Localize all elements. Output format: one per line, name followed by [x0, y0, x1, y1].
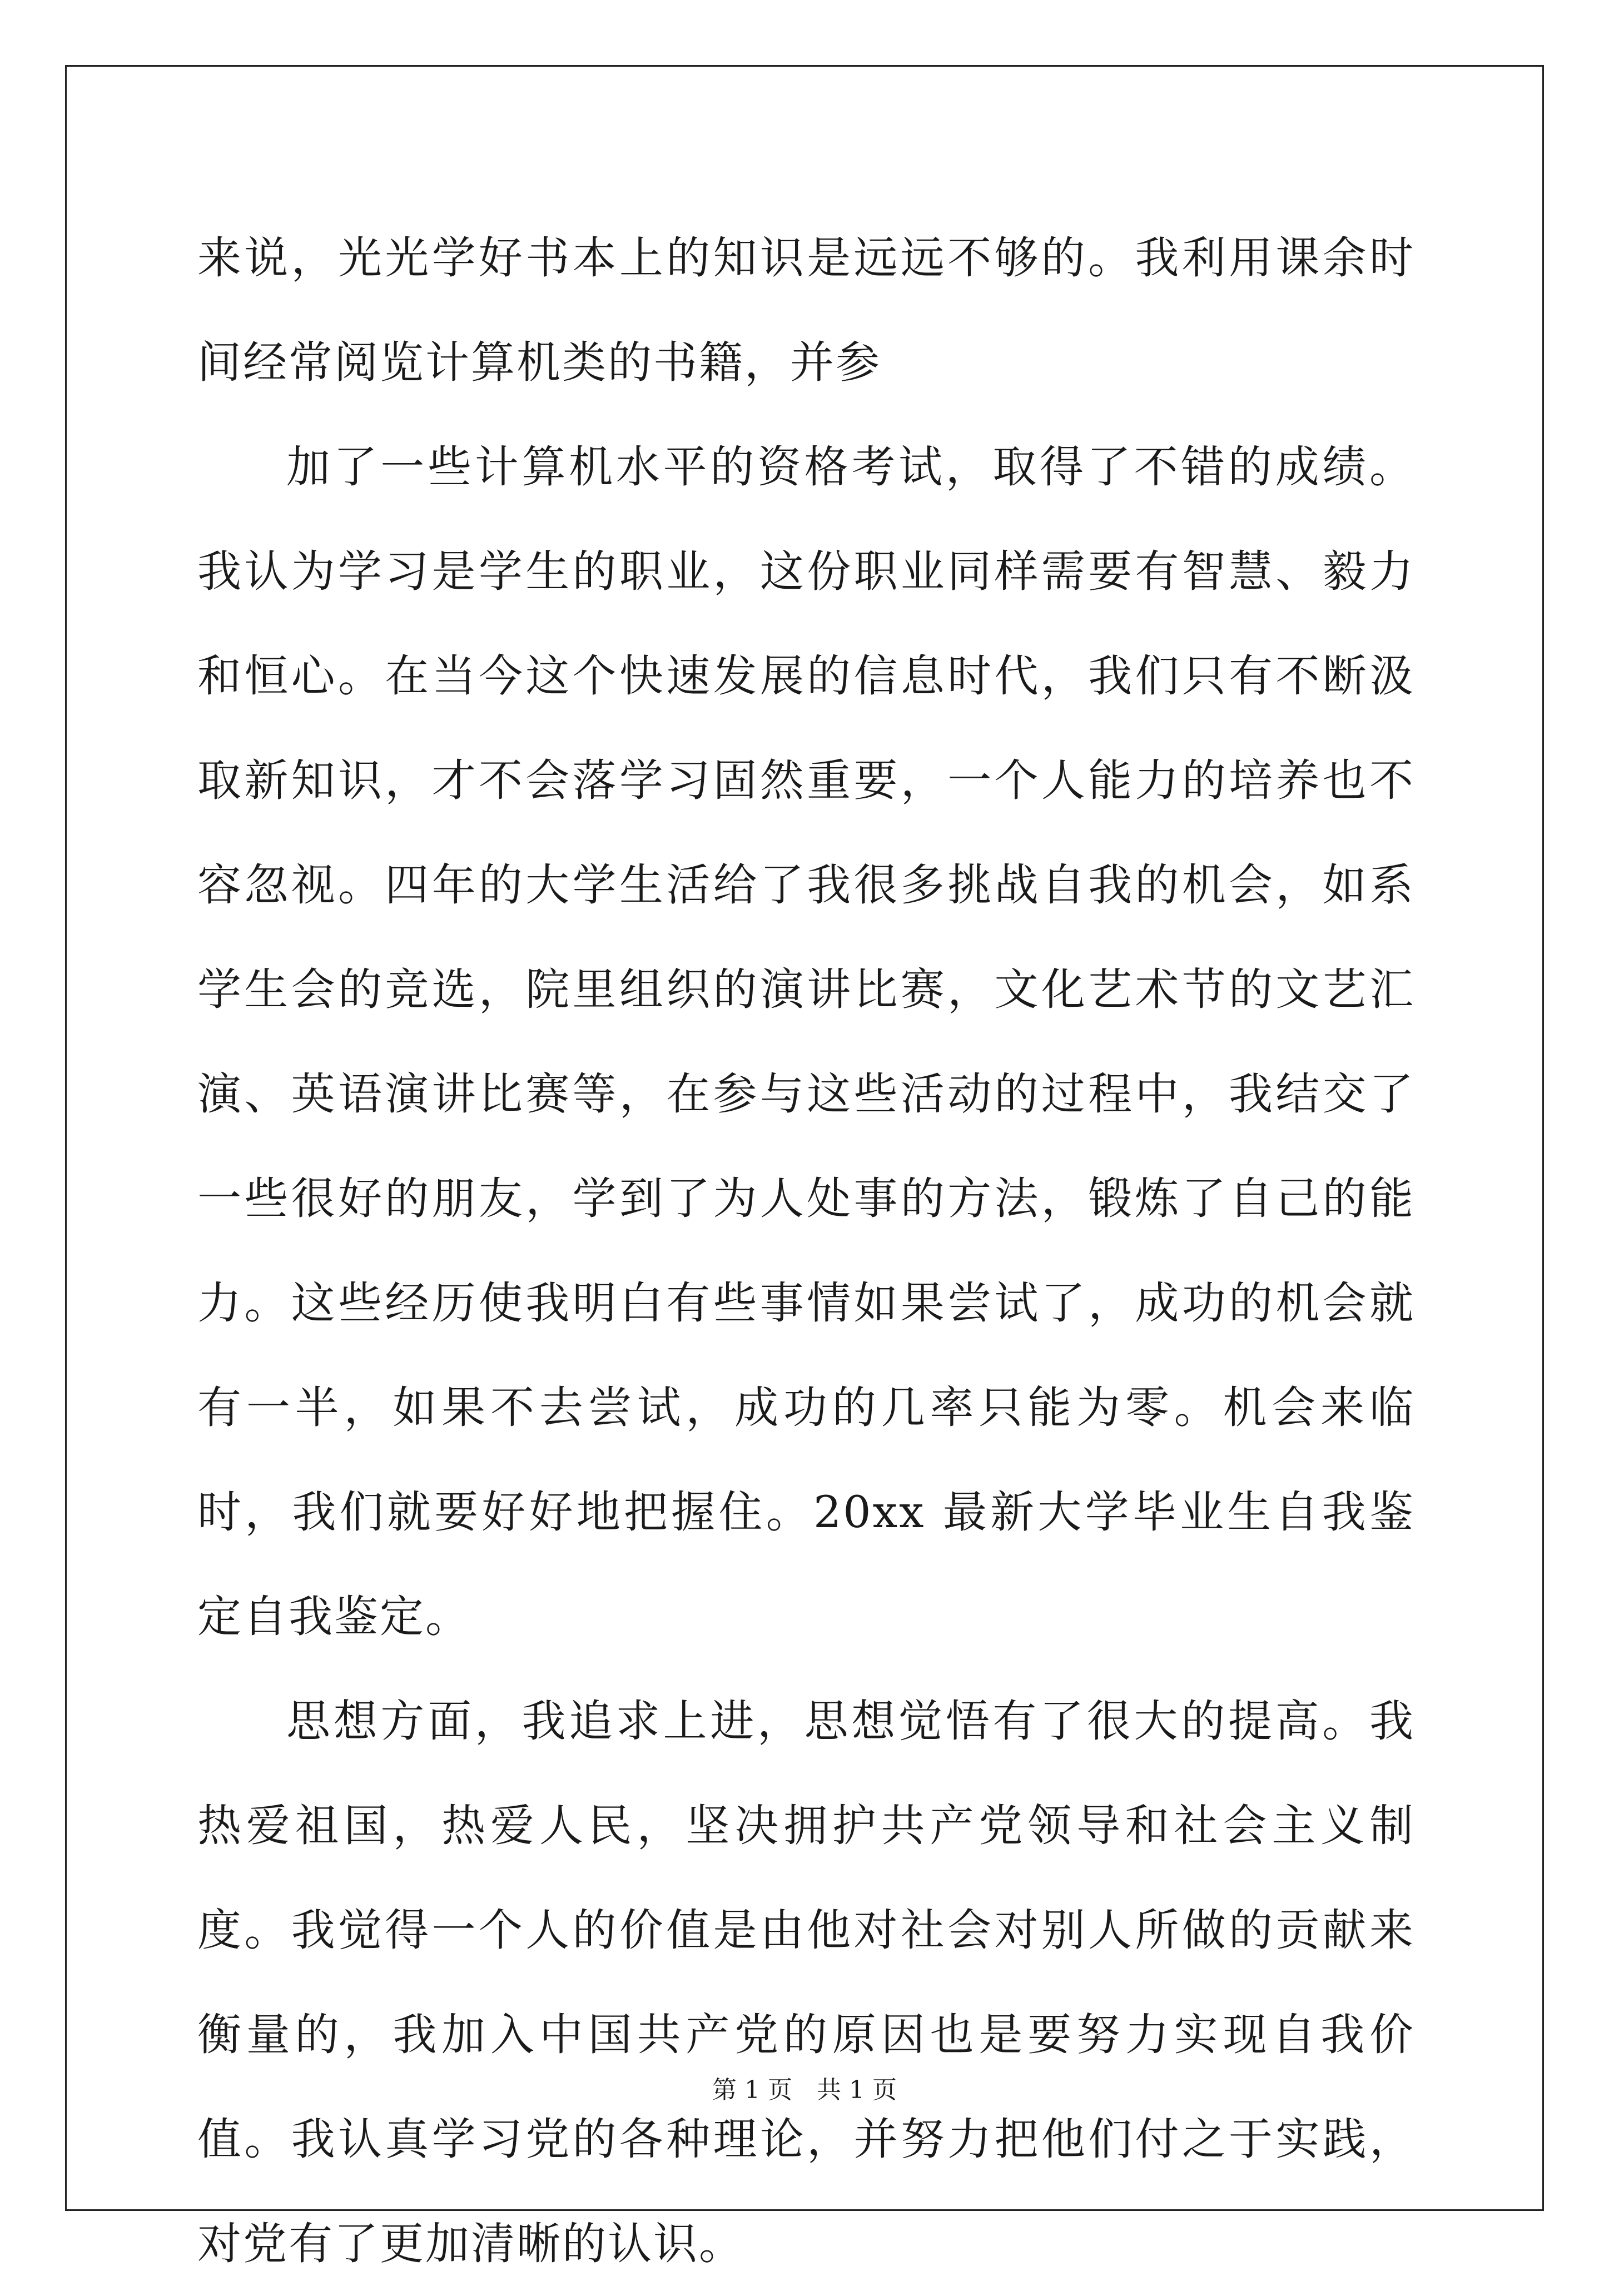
- paragraph-1: 来说，光光学好书本上的知识是远远不够的。我利用课余时间经常阅览计算机类的书籍，并参: [197, 232, 1415, 388]
- paragraph-3: 思想方面，我追求上进，思想觉悟有了很大的提高。我热爱祖国，热爱人民，坚决拥护共产党领导和社会主义制度。我觉得一个人的价值是由他对社会对别人所做的贡献来衡量的，我加入中国共产党的原因也是要努力实现自我价值。我认真学习党的各种理论，并努力把他们付之于实践，对党有了更加清晰的认识。: [197, 1696, 1415, 2269]
- page-footer: 第 1 页 共 1 页: [712, 2076, 897, 2104]
- document-body: [197, 206, 1415, 2296]
- paragraph-2: 加了一些计算机水平的资格考试，取得了不错的成绩。我认为学习是学生的职业，这份职业同样需要有智慧、毅力和恒心。在当今这个快速发展的信息时代，我们只有不断汲取新知识，才不会落学习固然重要，一个人能力的培养也不容忽视。四年的大学生活给了我很多挑战自我的机会，如系学生会的竞选，院里组织的演讲比赛，文化艺术节的文艺汇演、英语演讲比赛等，在参与这些活动的过程中，我结交了一些很好的朋友，学到了为人处事的方法，锻炼了自己的能力。这些经历使我明白有些事情如果尝试了，成功的机会就有一半，如果不去尝试，成功的几率只能为零。机会来临时，我们就要好好地把握住。20xx 最新大学毕业生自我鉴定自我鉴定。: [197, 441, 1415, 1642]
